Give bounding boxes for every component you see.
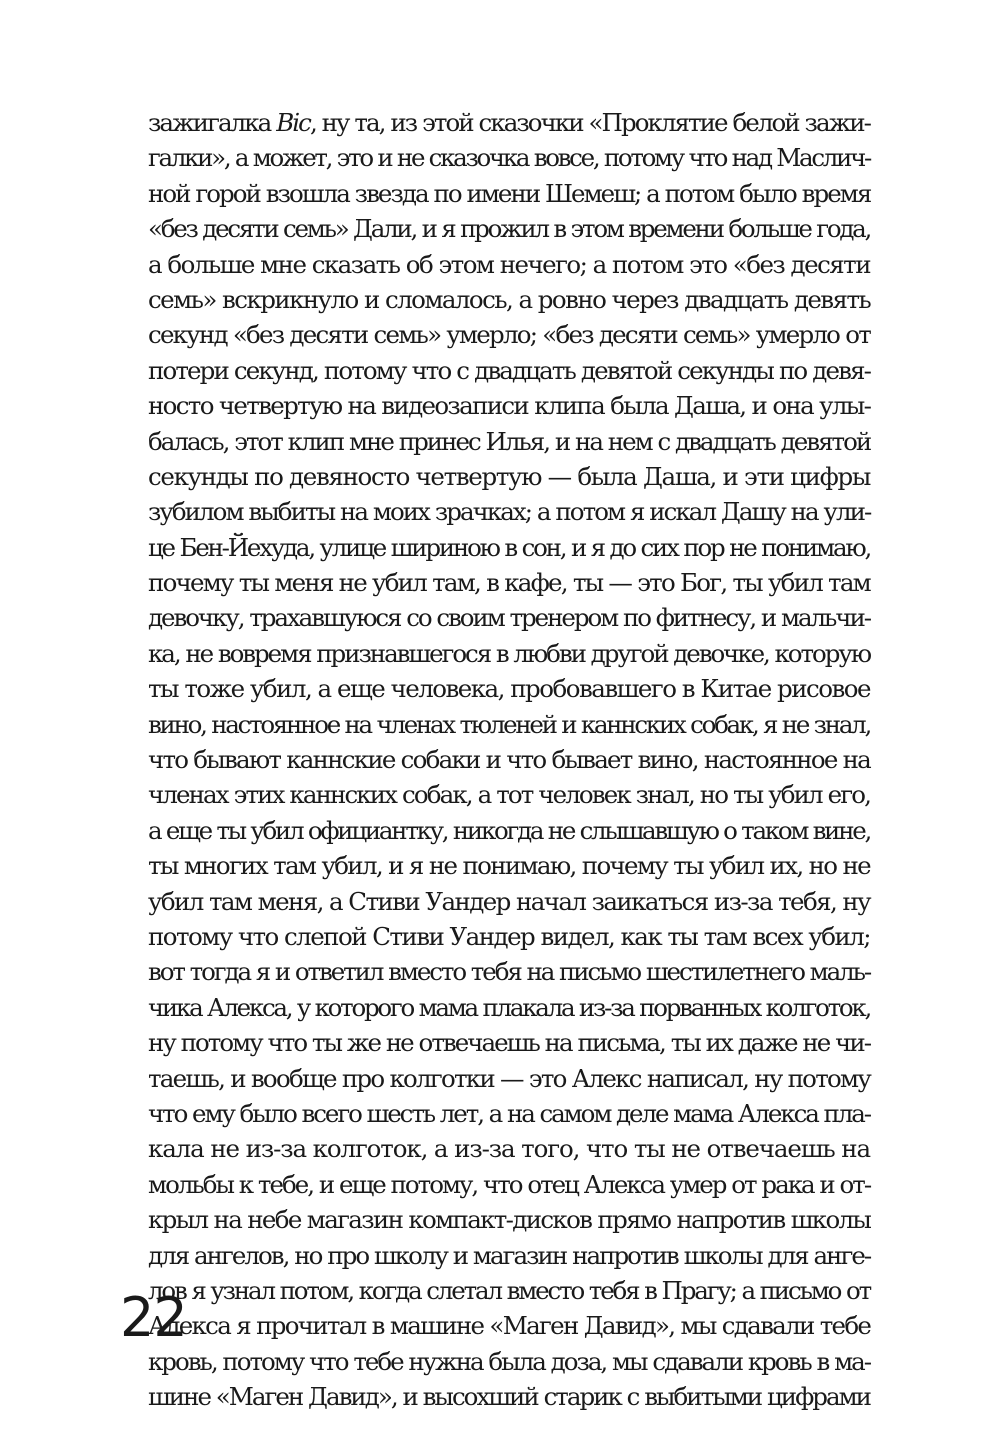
text-line: це Бен-Йехуда, улице шириною в сон, и я до сих пор не понимаю, [148,532,871,562]
text-line: девочку, трахавшуюся со своим тренером по фитнесу, и мальчи- [148,603,870,633]
text-line: ну потому что ты же не отвечаешь на письма, ты их даже не чи- [148,1028,870,1058]
text-line: кровь, потому что тебе нужна была доза, мы сдавали кровь в ма- [148,1346,870,1376]
text-line: «без десяти семь» Дали, и я прожил в этом времени больше года, [148,214,871,244]
text-line: почему ты меня не убил там, в кафе, ты — это Бог, ты убил там [148,568,870,598]
text-line: семь» вскрикнуло и сломалось, а ровно через двадцать девять [148,284,871,314]
text-line: шине «Маген Давид», и высохший старик с выбитыми цифрами [148,1382,870,1412]
text-line: носто четвертую на видеозаписи клипа была Даша, и она улы- [148,391,871,421]
brand-name: Bic [276,108,310,137]
page-number: 22 [120,1286,187,1349]
text-line: ной горой взошла звезда по имени Шемеш; а потом было время [148,178,871,208]
text-line: что бывают каннские собаки и что бывает вино, настоянное на [148,745,871,775]
text-line: ты многих там убил, и я не понимаю, почему ты убил их, но не [148,851,870,881]
text-line: кала не из-за колготок, а из-за того, что ты не отвечаешь на [148,1134,870,1164]
text-line: а больше мне сказать об этом нечего; а потом это «без десяти [148,249,870,279]
text-line: секунд «без десяти семь» умерло; «без десяти семь» умерло от [148,320,870,350]
text-line: ка, не вовремя признавшегося в любви другой девочке, которую [148,638,870,668]
body-text [148,105,870,1414]
text-line: убил там меня, а Стиви Уандер начал заикаться из-за тебя, ну [148,886,870,916]
text-line: лов я узнал потом, когда слетал вместо тебя в Прагу; а письмо от [148,1275,870,1305]
text-line: мольбы к тебе, и еще потому, что отец Алекса умер от рака и от- [148,1169,871,1199]
text-line: потери секунд, потому что с двадцать девятой секунды по девя- [148,355,870,385]
text-line: членах этих каннских собак, а тот человек знал, но ты убил его, [148,780,870,810]
text-line: вино, настоянное на членах тюленей и каннских собак, я не знал, [148,709,870,739]
text-line: зажигалка Bic, ну та, из этой сказочки «Проклятие белой зажи- [148,108,870,137]
text-line: балась, этот клип мне принес Илья, и на нем с двадцать девятой [148,426,871,456]
text-line: что ему было всего шесть лет, а на самом деле мама Алекса пла- [148,1098,870,1128]
text-line: чика Алекса, у которого мама плакала из-за порванных колготок, [148,992,870,1022]
text-line: таешь, и вообще про колготки — это Алекс написал, ну потому [148,1063,870,1093]
text-line: для ангелов, но про школу и магазин напротив школы для анге- [148,1240,871,1270]
text-line: галки», а может, это и не сказочка вовсе, потому что над Маслич- [148,143,870,173]
text-line: потому что слепой Стиви Уандер видел, как ты там всех убил; [148,921,870,951]
text-line: Алекса я прочитал в машине «Маген Давид», мы сдавали тебе [148,1311,871,1341]
text-line: секунды по девяносто четвертую — была Даша, и эти цифры [148,461,870,491]
text-line: вот тогда я и ответил вместо тебя на письмо шестилетнего маль- [148,957,871,987]
text-line: ты тоже убил, а еще человека, пробовавшего в Китае рисовое [148,674,870,704]
text-line: крыл на небе магазин компакт-дисков прямо напротив школы [148,1205,871,1235]
text-line: а еще ты убил официантку, никогда не слышавшую о таком вине, [148,815,871,845]
text-line: зубилом выбиты на моих зрачках; а потом я искал Дашу на ули- [148,497,871,527]
